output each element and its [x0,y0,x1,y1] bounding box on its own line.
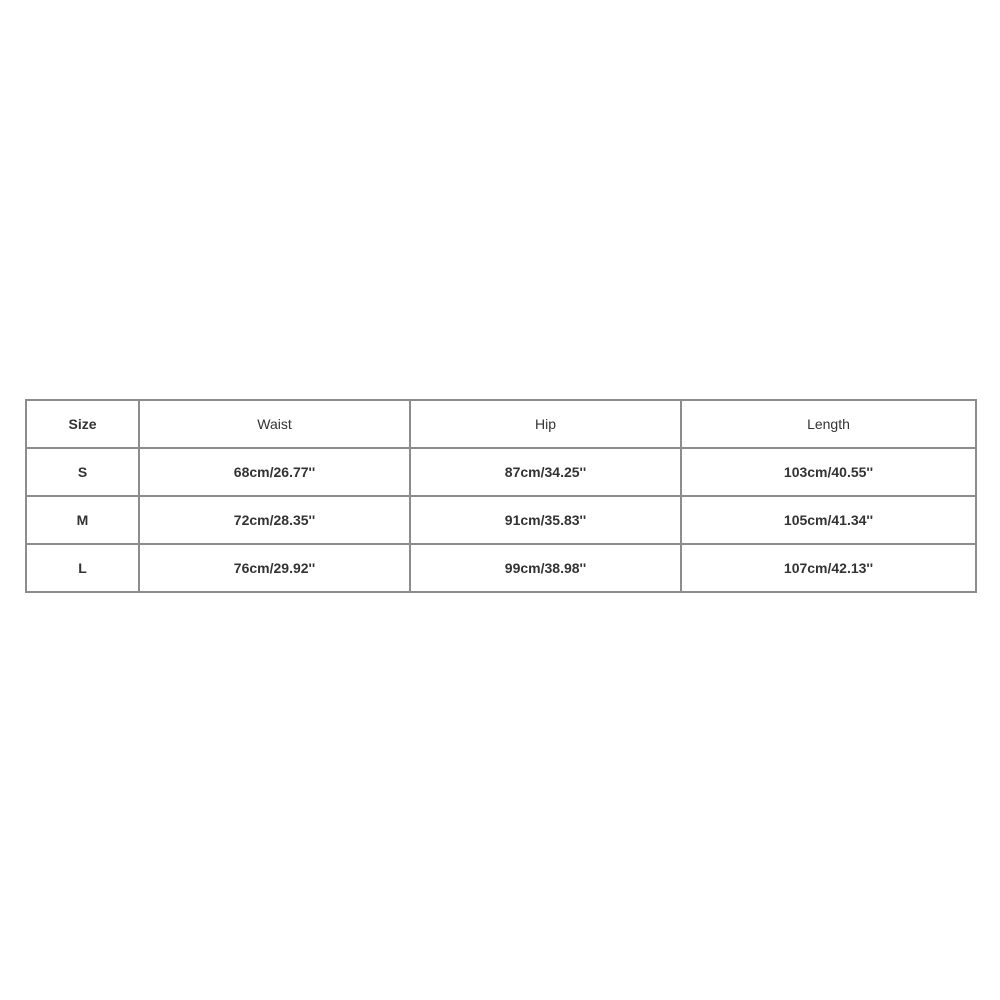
cell-hip: 99cm/38.98'' [410,544,681,592]
cell-hip: 91cm/35.83'' [410,496,681,544]
header-size: Size [26,400,139,448]
cell-waist: 76cm/29.92'' [139,544,410,592]
cell-waist: 72cm/28.35'' [139,496,410,544]
table-row [26,544,976,592]
header-hip: Hip [410,400,681,448]
cell-waist: 68cm/26.77'' [139,448,410,496]
table-row [26,496,976,544]
size-chart-table [25,399,977,593]
header-waist: Waist [139,400,410,448]
table-row [26,448,976,496]
cell-size: M [26,496,139,544]
cell-length: 107cm/42.13'' [681,544,976,592]
table-header-row [26,400,976,448]
cell-hip: 87cm/34.25'' [410,448,681,496]
cell-size: L [26,544,139,592]
header-length: Length [681,400,976,448]
cell-length: 105cm/41.34'' [681,496,976,544]
cell-length: 103cm/40.55'' [681,448,976,496]
cell-size: S [26,448,139,496]
